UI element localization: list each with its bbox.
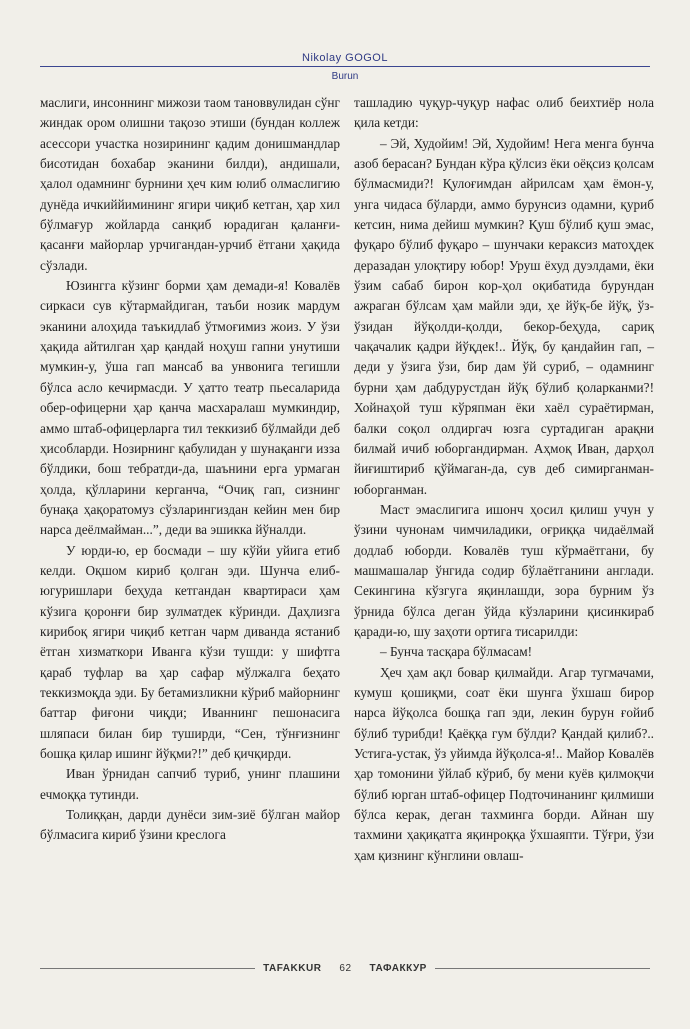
running-head-title: Burun — [331, 71, 359, 82]
paragraph: Толиққан, дарди дунёси зим-зиё бўлган майор бўлмасига кириб ўзини креслога — [40, 807, 340, 843]
page-footer — [40, 960, 650, 976]
paragraph: Ҳеч ҳам ақл бовар қилмайди. Агар тугмачами, кумуш қошиқми, соат ёки шунга ўхшаш бирор нарса йўқолса бошқа гап эди, лекин бурун ғойиб бўлиб турибди! Қаёққа гум бўлди? Қандай қилиб?.. Устига-устак, ўз уйимда йўқолса-я!.. Майор Ковалёв ҳар томонини ўйлаб кўриб, бу мени куёв қилмоқчи бўлиб юрган штаб-офицер Подточинанинг қилмиши бўлса керак, деган тахминга борди. Айнан шу тахмини ҳақиқатга яқинроққа ўхшаяпти. Тўғри, ўзи ҳам қизнинг кўнглини овлаш- — [354, 664, 654, 863]
paragraph: – Бунча тасқара бўлмасам! — [380, 644, 533, 660]
footer-rule-left — [40, 968, 255, 969]
paragraph: У юрди-ю, ер босмади – шу кўйи уйига етиб келди. Оқшом кириб қолган эди. Шунча елиб-югуришлари беҳуда кетгандан квартираси ҳам кўзига қоронғи бир зулматдек кўринди. Даҳлизга кирибоқ ягири чиқиб кетган чарм диванда ястаниб ётган хизматкори Иванга кўзи тушди: у шифтга қараб туфлар ва ҳар сафар мўлжалга беҳато теккизмоқда эди. Бу бетамизликни кўриб майорнинг баттар фиғони чиқди; Иваннинг пешонасига шляпаси билан бир туширди, “Сен, тўнғизнинг бошқа қилар ишинг йўқми?!” деб қичқирди. — [40, 542, 340, 761]
paragraph: Иван ўрнидан сапчиб туриб, унинг плашини ечмоққа тутинди. — [40, 766, 340, 802]
footer-rule-right — [435, 968, 650, 969]
paragraph: Маст эмаслигига ишонч ҳосил қилиш учун у ўзини чунонам чимчиладики, оғриққа чидаёлмай додлаб юборди. Ковалёв туш кўрмаётгани, бу машмашалар ўнгида содир бўлаётганини англади. Секингина кўзгуга яқинлашди, зора бурним ўз ўрнида бўлса деган ўйда кўзларини қисинкираб қаради-ю, шу заҳоти ортига тисарилди: — [354, 501, 654, 639]
left-column — [40, 93, 340, 846]
right-column — [354, 93, 654, 866]
footer-journal-cyrillic: ТАФАККУР — [369, 962, 427, 974]
page-number: 62 — [339, 962, 352, 974]
header-rule — [40, 66, 650, 67]
paragraph: ташладию чуқур-чуқур нафас олиб беихтиёр нола қила кетди: — [354, 95, 654, 131]
footer-journal-latin: TAFAKKUR — [263, 962, 322, 974]
paragraph: маслиги, инсоннинг мижози таом тановвулидан сўнг жиндак ором олишни тақозо этиши (бундан коллеж асессори участка нозирининг қадим донишмандлар бисотидан бохабар эканини билди), андишали, ҳалол одамнинг бурнини ҳеч ким юлиб олмаслигию дунёда ичкиййимининг ягири чиқиб кетган, ҳар хил бўлмағур жойларда санқиб юрадиган қаланғи-қасанғи майорлар урчигандан-урчиб ётгани ҳақида сўзлади. — [40, 95, 340, 273]
paragraph: Юзингга кўзинг борми ҳам демади-я! Ковалёв сиркаси сув кўтармайдиган, таъби нозик мардум эканини алоҳида таъкидлаб ўтмоғимиз жоиз. У ўзи ҳақида айтилган ҳар қандай ноҳуш гапни унутиши мумкин-у, ўша гап мансаб ва унвонига тегишли бўлса асло кечирмасди. У ҳатто театр пьесаларида обер-офицерни ҳар қанча масхаралаш мумкиндир, аммо штаб-офицерларга тил теккизиб бўлмайди деб ҳисобларди. Нозирнинг қабулидан у шунақанги изза бўлдики, бош тебратди-да, шаънини ерга урмаган ҳолда, қўлларини керганча, “Очиқ гап, сизнинг бунақа ҳақоратомуз сўзларингиздан кейин мен бир нарса деёлмайман...”, деди ва эшикка йўналди. — [40, 278, 340, 538]
running-head-author: Nikolay GOGOL — [302, 52, 388, 64]
paragraph: – Эй, Худойим! Эй, Худойим! Нега менга бунча азоб берасан? Бундан кўра қўлсиз ёки оёқсиз қолсам бўлмасмиди?! Қулоғимдан айрилсам ҳам ёмон-у, унга чидаса бўларди, аммо бурунсиз одамни, қуриб кетсин, нима дейиш мумкин? Қуш бўлиб қуш эмас, фуқаро бўлиб фуқаро – шунчаки кераксиз матоҳдек деразадан улоқтиру юбор! Уруш ёхуд дуэлдами, ёки ўзим сабаб бирон кор-ҳол оқибатида бурундан ажраган бўлсам ҳам майли эди, ҳе йўқ-бе йўқ, ўз-ўзидан йўқолди-қолди, бекор-беҳуда, сариқ чақачалик қадри йўқдек!.. Йўқ, бу қандайин гап, – деди у ўзига ўзи, бир дам ўй суриб, – одамнинг бурни ҳам дабдурустдан йўқ бўлиб қоларканми?! Хойнаҳой туш кўряпман ёки хаёл сураётирман, балки соқол олдиргач юзга суртадиган арақни билмай ичиб юборгандирман. Аҳмоқ Иван, дарҳол йиғиштириб қўймаган-да, сув деб симирганман-юборганман. — [354, 135, 654, 497]
